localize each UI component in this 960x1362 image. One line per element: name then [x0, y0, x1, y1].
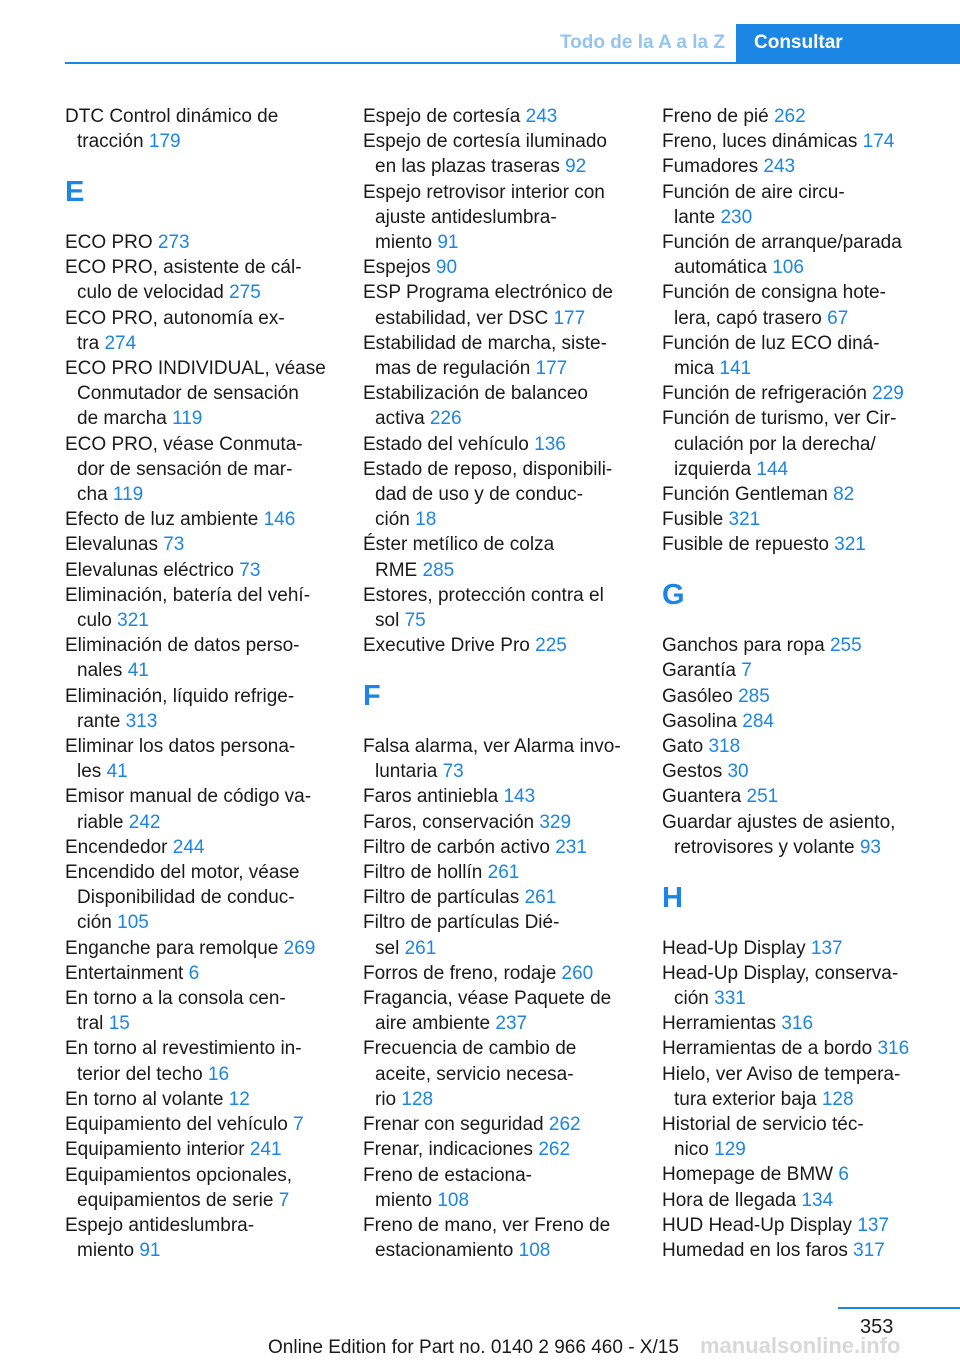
- page-link[interactable]: 108: [518, 1240, 551, 1262]
- index-letter-heading: H: [662, 881, 683, 914]
- page-link[interactable]: 262: [548, 1114, 581, 1136]
- page-link[interactable]: 231: [555, 836, 587, 858]
- index-entry: Equipamiento del vehículo 7: [65, 1114, 304, 1136]
- index-entry: Enganche para remolque 269: [65, 937, 316, 959]
- index-entry: Freno de pié 262: [662, 106, 806, 127]
- index-entry: Fumadores 243: [662, 156, 796, 178]
- index-entry: Espejos 90: [363, 257, 458, 279]
- index-entry: Elevalunas eléctrico 73: [65, 559, 261, 581]
- page-link[interactable]: 273: [157, 231, 190, 253]
- index-entry: HUD Head-Up Display 137: [662, 1214, 890, 1236]
- index-entry: Encendido del motor, véase Disponibilidad de conduc- ción 105: [65, 862, 300, 934]
- index-entry: Espejo retrovisor interior con ajuste antideslumbra- miento 91: [363, 181, 605, 254]
- watermark: manualsonline.info: [700, 1333, 901, 1358]
- index-entry: Efecto de luz ambiente 146: [65, 509, 296, 531]
- page-link[interactable]: 18: [415, 509, 437, 531]
- index-entry: Fragancia, véase Paquete de aire ambiente 237: [363, 988, 612, 1035]
- page-link[interactable]: 106: [772, 257, 804, 279]
- header-bar: [65, 24, 960, 64]
- index-entry: En torno a la consola cen- tral 15: [65, 988, 286, 1035]
- page-link[interactable]: 134: [801, 1189, 834, 1211]
- index-entry: Faros, conservación 329: [363, 811, 572, 833]
- page-link[interactable]: 146: [263, 509, 296, 531]
- page-link[interactable]: 7: [741, 660, 752, 682]
- index-entry: Gasolina 284: [662, 710, 774, 732]
- page-link[interactable]: 251: [746, 786, 779, 808]
- page-link[interactable]: 243: [763, 156, 796, 178]
- page-link[interactable]: 237: [495, 1013, 528, 1035]
- index-entry: Guantera 251: [662, 786, 779, 808]
- page-link[interactable]: 318: [708, 736, 741, 758]
- page-link[interactable]: 174: [862, 131, 895, 153]
- page-link[interactable]: 16: [207, 1063, 230, 1085]
- index-entry: Freno, luces dinámicas 174: [662, 131, 895, 153]
- index-entry: Elevalunas 73: [65, 534, 185, 556]
- page-link[interactable]: 230: [720, 206, 753, 228]
- page-link[interactable]: 285: [738, 685, 770, 707]
- page-link[interactable]: 141: [719, 358, 752, 380]
- page-link[interactable]: 7: [278, 1189, 290, 1211]
- page-link[interactable]: 67: [827, 307, 849, 329]
- tab-consultar[interactable]: Consultar: [736, 24, 960, 62]
- page-link[interactable]: 261: [524, 887, 557, 909]
- index-entry: Gestos 30: [662, 761, 749, 783]
- index-entry: Espejo antideslumbra- miento 91: [65, 1214, 255, 1262]
- page-link[interactable]: 6: [188, 962, 200, 984]
- page-link[interactable]: 321: [728, 509, 761, 531]
- index-entry: Función Gentleman 82: [662, 484, 855, 506]
- page-link[interactable]: 73: [239, 559, 261, 581]
- page-link[interactable]: 144: [756, 458, 789, 480]
- index-column-3: [662, 104, 960, 1263]
- section-title: Todo de la A a la Z: [559, 32, 725, 53]
- index-entry: Filtro de hollín 261: [363, 862, 520, 884]
- page-link[interactable]: 128: [821, 1088, 854, 1110]
- index-entry: Frenar con seguridad 262: [363, 1114, 581, 1136]
- index-letter-heading: F: [363, 680, 381, 713]
- index-letter-heading: E: [65, 176, 85, 208]
- page-link[interactable]: 93: [859, 836, 881, 858]
- page-link[interactable]: 269: [283, 937, 316, 959]
- page-link[interactable]: 229: [872, 383, 904, 405]
- page-link[interactable]: 119: [172, 408, 203, 430]
- page-link[interactable]: 177: [535, 358, 568, 380]
- page-link[interactable]: 128: [401, 1088, 434, 1110]
- page-link[interactable]: 260: [561, 962, 594, 984]
- index-entry: Espejo de cortesía iluminado en las plazas traseras 92: [363, 131, 607, 178]
- index-entry: ECO PRO, véase Conmuta- dor de sensación de mar- cha 119: [65, 433, 303, 506]
- page-link[interactable]: 82: [833, 484, 855, 506]
- page-link[interactable]: 316: [877, 1038, 910, 1060]
- index-entry: Función de aire circu- lante 230: [662, 181, 845, 228]
- index-entry: Éster metílico de colza RME 285: [363, 534, 555, 581]
- index-entry: Historial de servicio téc- nico 129: [662, 1114, 864, 1161]
- index-column-2: [363, 104, 655, 1263]
- index-entry: Guardar ajustes de asiento, retrovisores y volante 93: [662, 811, 896, 858]
- page-link[interactable]: 225: [535, 635, 567, 657]
- page-link[interactable]: 129: [714, 1139, 746, 1161]
- page-link[interactable]: 137: [857, 1214, 890, 1236]
- page-link[interactable]: 105: [117, 912, 149, 934]
- index-entry: Head-Up Display 137: [662, 937, 843, 959]
- index-entry: Eliminación de datos perso- nales 41: [65, 635, 300, 682]
- page-link[interactable]: 108: [437, 1189, 470, 1211]
- page-link[interactable]: 6: [838, 1164, 849, 1186]
- index-entry: En torno al revestimiento in- terior del techo 16: [65, 1038, 302, 1085]
- page-link[interactable]: 255: [829, 635, 862, 657]
- index-entry: Herramientas 316: [662, 1013, 814, 1035]
- index-entry: Head-Up Display, conserva- ción 331: [662, 962, 899, 1010]
- page-link[interactable]: 321: [117, 610, 149, 632]
- index-entry: Estado del vehículo 136: [363, 433, 566, 455]
- index-entry: DTC Control dinámico de tracción 179: [65, 106, 279, 153]
- page-link[interactable]: 274: [104, 332, 137, 354]
- index-entry: Espejo de cortesía 243: [363, 106, 558, 127]
- index-entry: Filtro de carbón activo 231: [363, 836, 587, 858]
- index-entry: ECO PRO, autonomía ex- tra 274: [65, 307, 285, 354]
- page-link[interactable]: 177: [553, 307, 586, 329]
- page-link[interactable]: 331: [714, 988, 746, 1010]
- page-link[interactable]: 329: [539, 811, 572, 833]
- page-link[interactable]: 137: [810, 937, 843, 959]
- page-link[interactable]: 285: [422, 559, 455, 581]
- page-link[interactable]: 12: [228, 1088, 250, 1110]
- page-link[interactable]: 73: [163, 534, 185, 556]
- index-entry: Gasóleo 285: [662, 685, 770, 707]
- index-entry: Filtro de partículas 261: [363, 887, 557, 909]
- index-entry: Estabilidad de marcha, siste- mas de regulación 177: [363, 332, 607, 380]
- page-link[interactable]: 226: [429, 408, 462, 430]
- index-entry: Ganchos para ropa 255: [662, 635, 862, 657]
- index-entry: Fusible de repuesto 321: [662, 534, 866, 556]
- page-link[interactable]: 244: [172, 836, 205, 858]
- index-entry: Eliminar los datos persona- les 41: [65, 736, 296, 783]
- page-link[interactable]: 275: [229, 282, 261, 304]
- index-entry: Función de arranque/parada automática 106: [662, 232, 902, 279]
- index-entry: Frecuencia de cambio de aceite, servicio necesa- rio 128: [363, 1038, 577, 1110]
- index-entry: Equipamiento interior 241: [65, 1139, 282, 1161]
- page-link[interactable]: 143: [503, 786, 536, 808]
- page-link[interactable]: 321: [834, 534, 866, 556]
- index-entry: Función de turismo, ver Cir- culación por la derecha/ izquierda 144: [662, 408, 897, 480]
- index-entry: Filtro de partículas Dié- sel 261: [363, 912, 560, 959]
- page-link[interactable]: 91: [139, 1240, 161, 1262]
- index-entry: Estabilización de balanceo activa 226: [363, 383, 588, 430]
- page-link[interactable]: 284: [742, 710, 774, 732]
- index-entry: Emisor manual de código va- riable 242: [65, 786, 312, 833]
- index-entry: Executive Drive Pro 225: [363, 635, 567, 657]
- page-link[interactable]: 73: [442, 761, 464, 783]
- index-entry: Frenar, indicaciones 262: [363, 1139, 571, 1161]
- index-entry: Homepage de BMW 6: [662, 1164, 849, 1186]
- page-link[interactable]: 179: [148, 131, 181, 153]
- page-number: 353: [860, 1316, 894, 1338]
- page-link[interactable]: 242: [128, 811, 161, 833]
- page-link[interactable]: 317: [853, 1240, 885, 1262]
- page-link[interactable]: 261: [404, 937, 437, 959]
- page-link[interactable]: 262: [773, 106, 806, 127]
- index-entry: Humedad en los faros 317: [662, 1240, 885, 1262]
- index-entry: En torno al volante 12: [65, 1088, 250, 1110]
- page-link[interactable]: 75: [404, 610, 426, 632]
- page-link[interactable]: 91: [437, 232, 459, 254]
- index-entry: Herramientas de a bordo 316: [662, 1038, 910, 1060]
- page-link[interactable]: 262: [538, 1139, 571, 1161]
- page-link[interactable]: 243: [525, 106, 558, 127]
- index-entry: Freno de mano, ver Freno de estacionamiento 108: [363, 1214, 611, 1262]
- index-entry: Falsa alarma, ver Alarma invo- luntaria 73: [363, 736, 621, 783]
- index-entry: ECO PRO, asistente de cál- culo de velocidad 275: [65, 257, 302, 304]
- index-entry: Fusible 321: [662, 509, 761, 531]
- index-entry: ECO PRO INDIVIDUAL, véase Conmutador de sensación de marcha 119: [65, 358, 326, 430]
- index-entry: Freno de estaciona- miento 108: [363, 1164, 532, 1211]
- page-link[interactable]: 15: [108, 1013, 130, 1035]
- index-entry: Estores, protección contra el sol 75: [363, 584, 604, 632]
- index-entry: Entertainment 6: [65, 962, 200, 984]
- index-entry: Eliminación, líquido refrige- rante 313: [65, 685, 295, 732]
- index-entry: ECO PRO 273: [65, 231, 190, 253]
- index-entry: Estado de reposo, disponibili- dad de uso y de conduc- ción 18: [363, 458, 613, 531]
- page-link[interactable]: 136: [534, 433, 566, 455]
- index-entry: Forros de freno, rodaje 260: [363, 962, 594, 984]
- page-link[interactable]: 119: [112, 484, 144, 506]
- page-link[interactable]: 313: [125, 710, 158, 732]
- index-entry: Hielo, ver Aviso de tempera- tura exterior baja 128: [662, 1063, 901, 1110]
- index-entry: Función de luz ECO diná- mica 141: [662, 332, 880, 380]
- page-link[interactable]: 30: [727, 761, 749, 783]
- footer-divider: [838, 1307, 960, 1309]
- index-letter-heading: G: [662, 579, 685, 612]
- edition-footer: Online Edition for Part no. 0140 2 966 460 - X/15: [268, 1337, 679, 1358]
- page-link[interactable]: 7: [293, 1114, 304, 1136]
- page-link[interactable]: 316: [781, 1013, 814, 1035]
- page-link[interactable]: 90: [435, 257, 458, 279]
- page-link[interactable]: 92: [565, 156, 587, 178]
- index-entry: Función de consigna hote- lera, capó trasero 67: [662, 282, 886, 329]
- index-entry: Equipamientos opcionales, equipamientos de serie 7: [65, 1164, 293, 1211]
- index-column-1: [65, 104, 357, 1263]
- index-entry: Función de refrigeración 229: [662, 383, 904, 405]
- page-link[interactable]: 41: [106, 761, 128, 783]
- index-entry: Hora de llegada 134: [662, 1189, 834, 1211]
- index-entry: Eliminación, batería del vehí- culo 321: [65, 584, 311, 632]
- index-entry: Garantía 7: [662, 660, 752, 682]
- page-link[interactable]: 241: [249, 1139, 282, 1161]
- page-link[interactable]: 41: [127, 660, 149, 682]
- index-entry: Encendedor 244: [65, 836, 205, 858]
- page-link[interactable]: 261: [487, 862, 520, 884]
- index-entry: Faros antiniebla 143: [363, 786, 536, 808]
- index-entry: ESP Programa electrónico de estabilidad, ver DSC 177: [363, 282, 613, 329]
- index-entry: Gato 318: [662, 736, 741, 758]
